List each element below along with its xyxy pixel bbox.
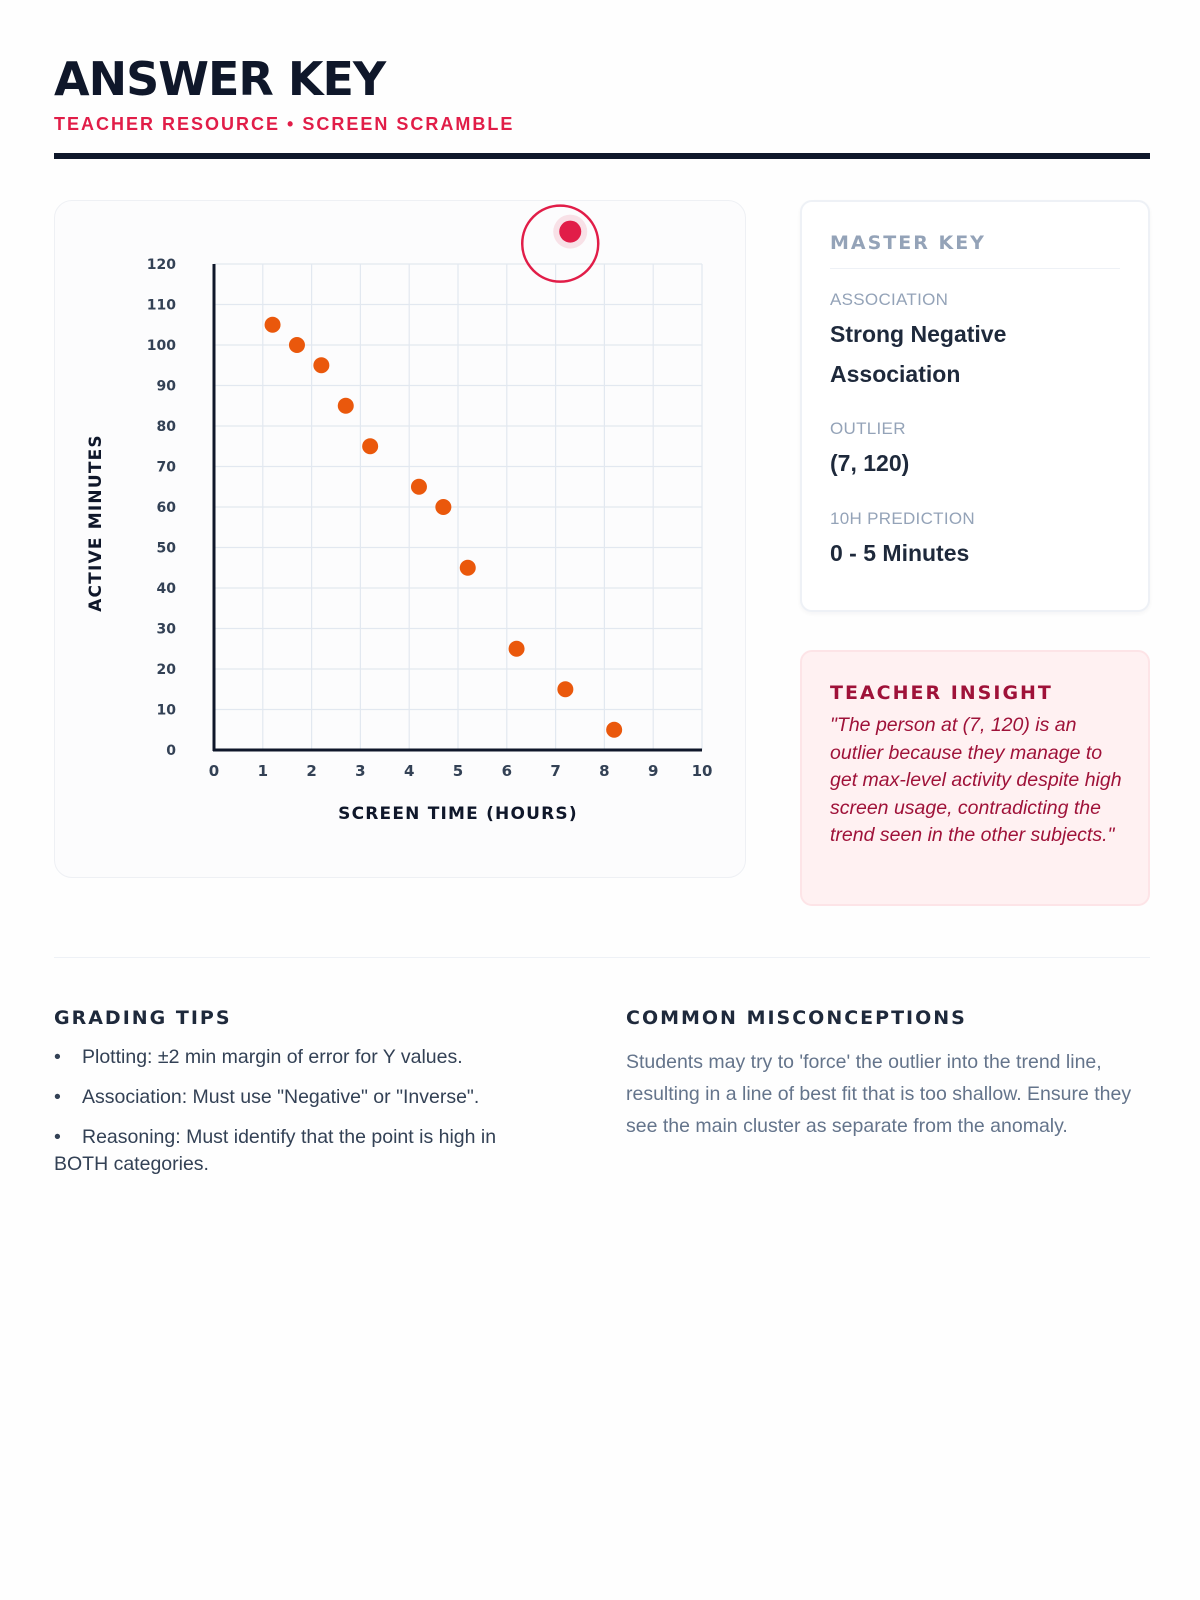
- outlier-value: (7, 120): [830, 450, 910, 476]
- y-axis-label: ACTIVE MINUTES: [86, 434, 106, 612]
- master-key-heading: MASTER KEY: [830, 232, 1120, 269]
- y-tick-label: 30: [156, 621, 176, 638]
- grading-tip-text: Plotting: ±2 min margin of error for Y values.: [82, 1046, 463, 1068]
- prediction-value: 0 - 5 Minutes: [830, 540, 970, 566]
- data-point: [435, 499, 451, 515]
- x-tick-label: 5: [452, 762, 464, 780]
- outlier-label: OUTLIER: [830, 419, 906, 438]
- page-title: ANSWER KEY: [54, 52, 386, 106]
- data-point: [313, 357, 329, 373]
- bullet-icon: •: [54, 1126, 61, 1148]
- y-tick-label: 100: [146, 338, 176, 354]
- grading-tip-text: Association: Must use "Negative" or "Inverse".: [82, 1086, 480, 1108]
- x-tick-label: 1: [257, 762, 269, 780]
- x-tick-label: 2: [306, 762, 317, 780]
- grading-tips-title: GRADING TIPS: [54, 1007, 232, 1029]
- x-tick-label: 6: [501, 762, 513, 780]
- grading-tip-text: Reasoning: Must identify that the point is high in BOTH categories.: [54, 1126, 497, 1175]
- x-tick-label: 0: [208, 762, 220, 780]
- y-tick-label: 40: [156, 581, 176, 597]
- data-point: [265, 317, 281, 333]
- x-tick-label: 7: [550, 762, 561, 780]
- data-point: [362, 438, 378, 454]
- grading-tip: [54, 1084, 554, 1111]
- master-key-card: [800, 200, 1150, 612]
- x-tick-label: 10: [691, 762, 713, 780]
- association-label: ASSOCIATION: [830, 290, 949, 309]
- data-point: [557, 681, 573, 697]
- grading-tip: [54, 1124, 554, 1178]
- grading-tip: [54, 1044, 554, 1071]
- misconceptions-title: COMMON MISCONCEPTIONS: [626, 1007, 967, 1029]
- scatter-chart: [55, 201, 745, 877]
- insight-title: TEACHER INSIGHT: [830, 682, 1053, 704]
- teacher-insight-card: [800, 650, 1150, 906]
- y-tick-label: 70: [156, 459, 176, 476]
- y-tick-label: 50: [156, 540, 176, 557]
- y-tick-label: 0: [166, 743, 176, 759]
- data-point: [411, 479, 427, 495]
- header-rule: [54, 153, 1150, 159]
- chart-card: [54, 200, 746, 878]
- outlier-point: [559, 221, 581, 243]
- misconceptions-text: Students may try to 'force' the outlier into the trend line, resulting in a line of best fit that is too shallow. Ensure they see the main cluster as separate from the anomaly.: [626, 1051, 1132, 1137]
- y-tick-label: 10: [156, 702, 176, 719]
- y-tick-label: 80: [156, 419, 176, 435]
- insight-text: "The person at (7, 120) is an outlier because they manage to get max-level activity despite high screen usage, contradicting the trend seen in the other subjects.": [830, 714, 1122, 846]
- association-value: Strong Negative Association: [830, 321, 1007, 387]
- x-tick-label: 9: [647, 762, 659, 780]
- y-tick-label: 60: [156, 500, 176, 516]
- x-tick-label: 4: [403, 762, 415, 780]
- prediction-label: 10H PREDICTION: [830, 509, 975, 528]
- data-point: [606, 722, 622, 738]
- data-point: [509, 641, 525, 657]
- y-tick-label: 90: [156, 378, 176, 395]
- bullet-icon: •: [54, 1086, 61, 1108]
- y-tick-label: 120: [146, 257, 176, 273]
- page-subtitle: TEACHER RESOURCE • SCREEN SCRAMBLE: [54, 114, 515, 134]
- data-point: [460, 560, 476, 576]
- x-tick-label: 8: [599, 762, 610, 780]
- data-point: [289, 337, 305, 353]
- data-point: [338, 398, 354, 414]
- x-axis-label: SCREEN TIME (HOURS): [338, 804, 578, 824]
- grading-tips-list: [54, 1044, 554, 1191]
- section-divider: [54, 957, 1150, 958]
- y-tick-label: 20: [156, 662, 176, 678]
- x-tick-label: 3: [355, 762, 366, 780]
- y-tick-label: 110: [146, 297, 176, 314]
- bullet-icon: •: [54, 1046, 61, 1068]
